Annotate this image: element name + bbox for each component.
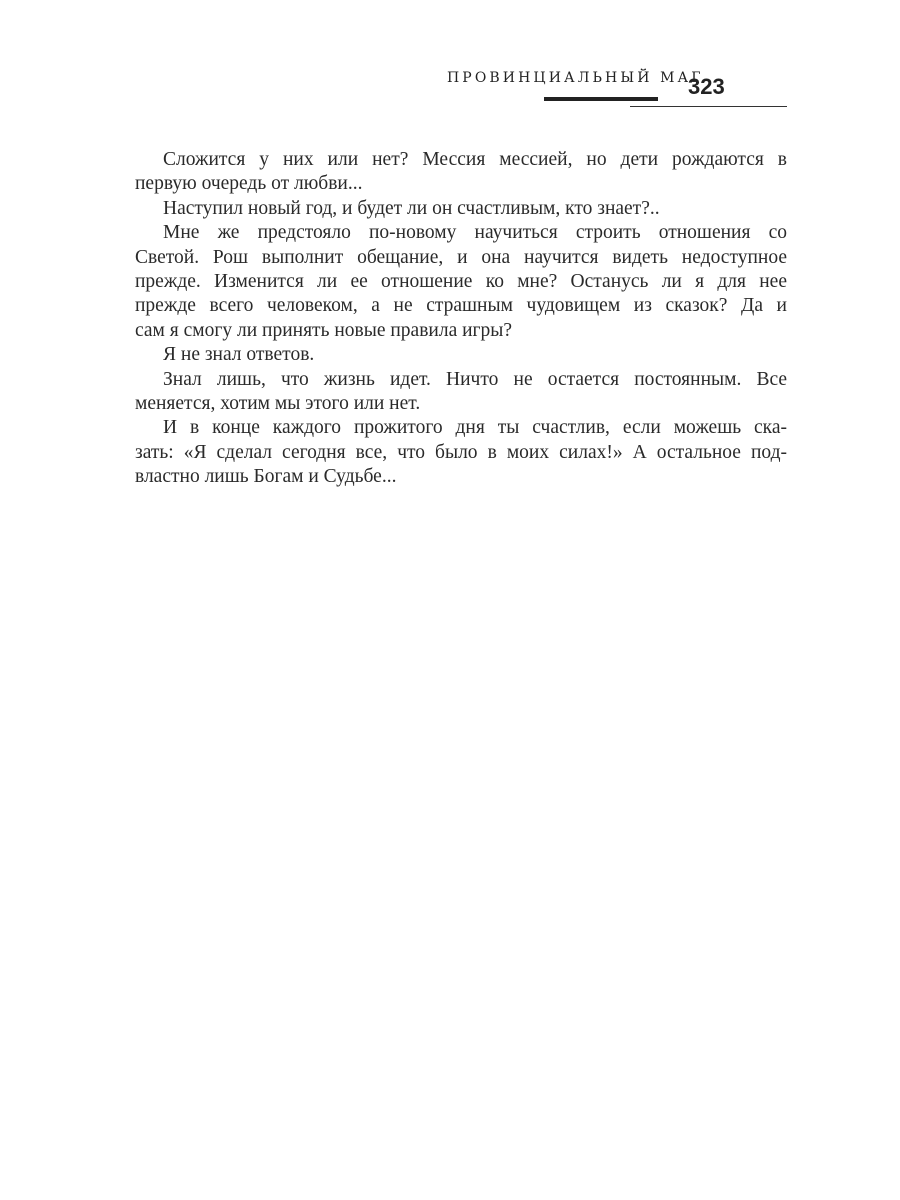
- body-text: [135, 148, 787, 489]
- header-rule-thin: [630, 106, 787, 107]
- paragraph: [135, 368, 787, 417]
- text-line: первую очередь от любви...: [135, 173, 363, 195]
- paragraph: [135, 416, 787, 489]
- text-line: Я не знал ответов.: [163, 344, 315, 366]
- text-line: Светой. Рош выполнит обещание, и она научится видеть недоступное: [135, 246, 787, 268]
- header-rule-thick: [544, 97, 658, 101]
- text-line: прежде. Изменится ли ее отношение ко мне? Останусь ли я для нее: [135, 270, 787, 292]
- text-line: зать: «Я сделал сегодня все, что было в моих силах!» А остальное под-: [135, 441, 787, 463]
- page-number: 323: [688, 74, 725, 99]
- text-line: меняется, хотим мы этого или нет.: [135, 392, 421, 414]
- paragraph: [135, 197, 787, 221]
- text-line: властно лишь Богам и Судьбе...: [135, 466, 397, 488]
- text-line: Знал лишь, что жизнь идет. Ничто не остается постоянным. Все: [163, 368, 787, 390]
- paragraph: [135, 343, 787, 367]
- text-line: Наступил новый год, и будет ли он счастливым, кто знает?..: [163, 197, 660, 219]
- text-line: прежде всего человеком, а не страшным чудовищем из сказок? Да и: [135, 295, 787, 317]
- paragraph: [135, 221, 787, 343]
- running-title: ПРОВИНЦИАЛЬНЫЙ МАГ: [447, 70, 704, 86]
- text-line: И в конце каждого прожитого дня ты счастлив, если можешь ска-: [163, 417, 787, 439]
- paragraph: [135, 148, 787, 197]
- text-line: Сложится у них или нет? Мессия мессией, но дети рождаются в: [163, 149, 787, 170]
- text-line: Мне же предстояло по-новому научиться строить отношения со: [163, 222, 787, 244]
- text-line: сам я смогу ли принять новые правила игры?: [135, 319, 513, 341]
